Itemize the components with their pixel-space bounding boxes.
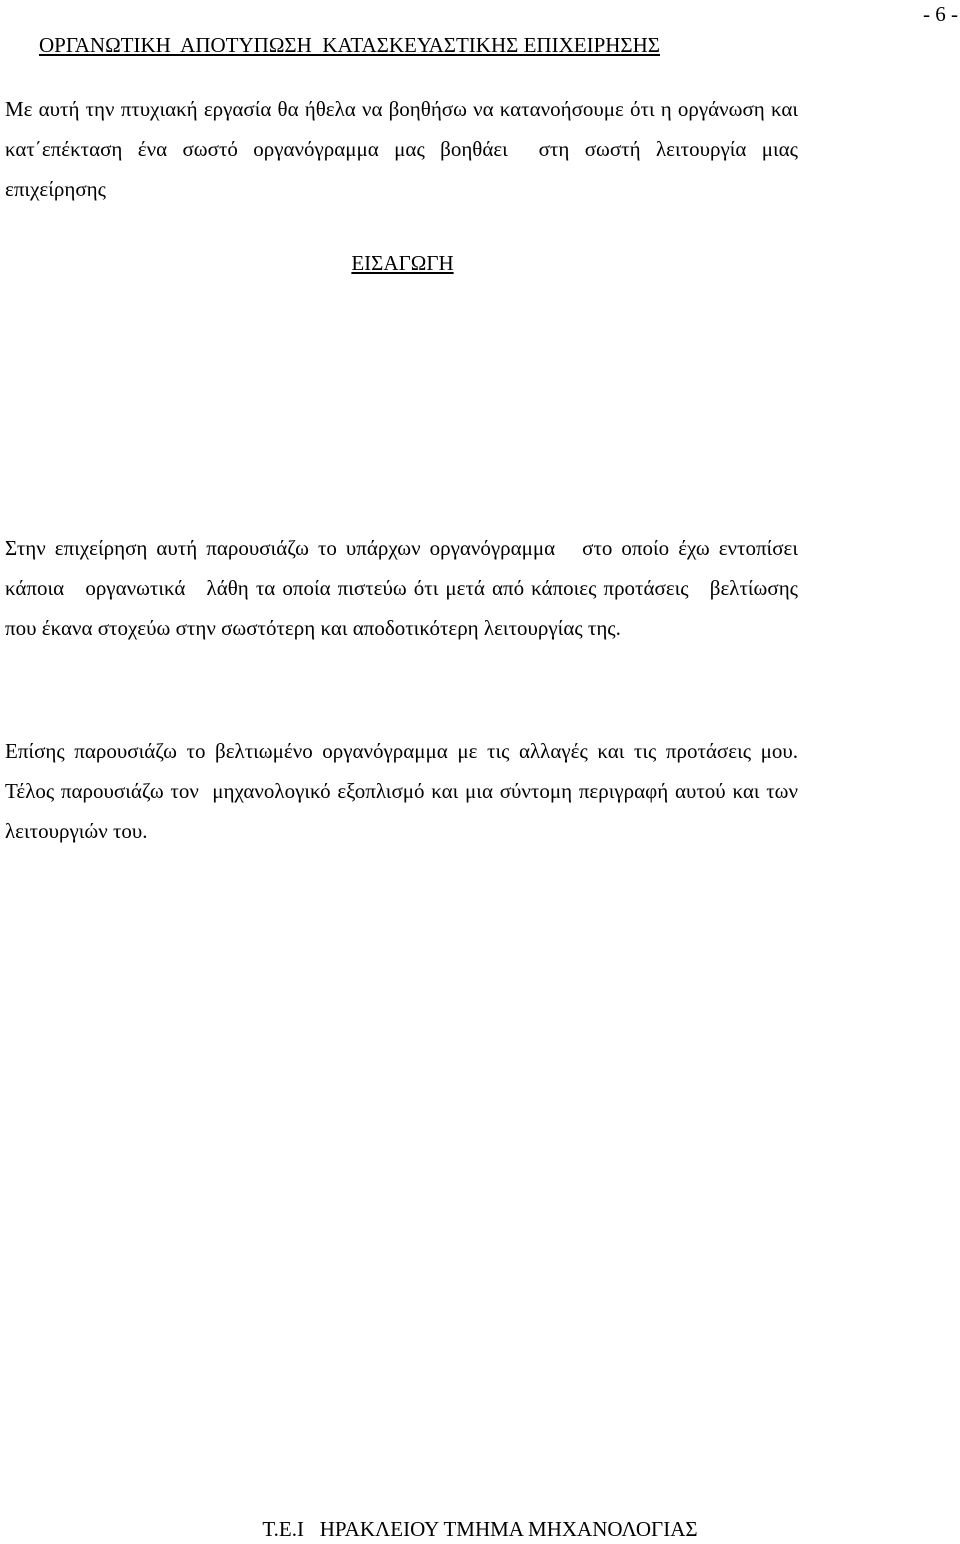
- intro-paragraph-1: Με αυτή την πτυχιακή εργασία θα ήθελα να βοηθήσω να κατανοήσουμε ότι η οργάνωση και κατ΄επέκταση ένα σωστό οργανόγραμμα μας βοηθάει στη σωστή λειτουργία μιας επιχείρησης: [5, 97, 804, 201]
- page-number: - 6 -: [923, 2, 958, 26]
- intro-paragraph-2: Στην επιχείρηση αυτή παρουσιάζω το υπάρχων οργανόγραμμα στο οποίο έχω εντοπίσει κάποια οργανωτικά λάθη τα οποία πιστεύω ότι μετά από κάποιες προτάσεις βελτίωσης που έκανα στοχεύω στην σωστότερη και αποδοτικότερη λειτουργίας της.: [5, 536, 804, 640]
- intro-paragraph-3: Επίσης παρουσιάζω το βελτιωμένο οργανόγραμμα με τις αλλαγές και τις προτάσεις μου. Τέλος παρουσιάζω τον μηχανολογικό εξοπλισμό και μια σύντομη περιγραφή αυτού και των λειτουργιών του.: [5, 739, 804, 843]
- section-title: ΕΙΣΑΓΩΓΗ: [351, 251, 454, 275]
- document-footer: Τ.Ε.Ι ΗΡΑΚΛΕΙΟΥ ΤΜΗΜΑ ΜΗΧΑΝΟΛΟΓΙΑΣ: [262, 1517, 698, 1541]
- document-header-title: ΟΡΓΑΝΩΤΙΚΗ ΑΠΟΤΥΠΩΣΗ ΚΑΤΑΣΚΕΥΑΣΤΙΚΗΣ ΕΠΙΧΕΙΡΗΣΗΣ: [39, 33, 661, 57]
